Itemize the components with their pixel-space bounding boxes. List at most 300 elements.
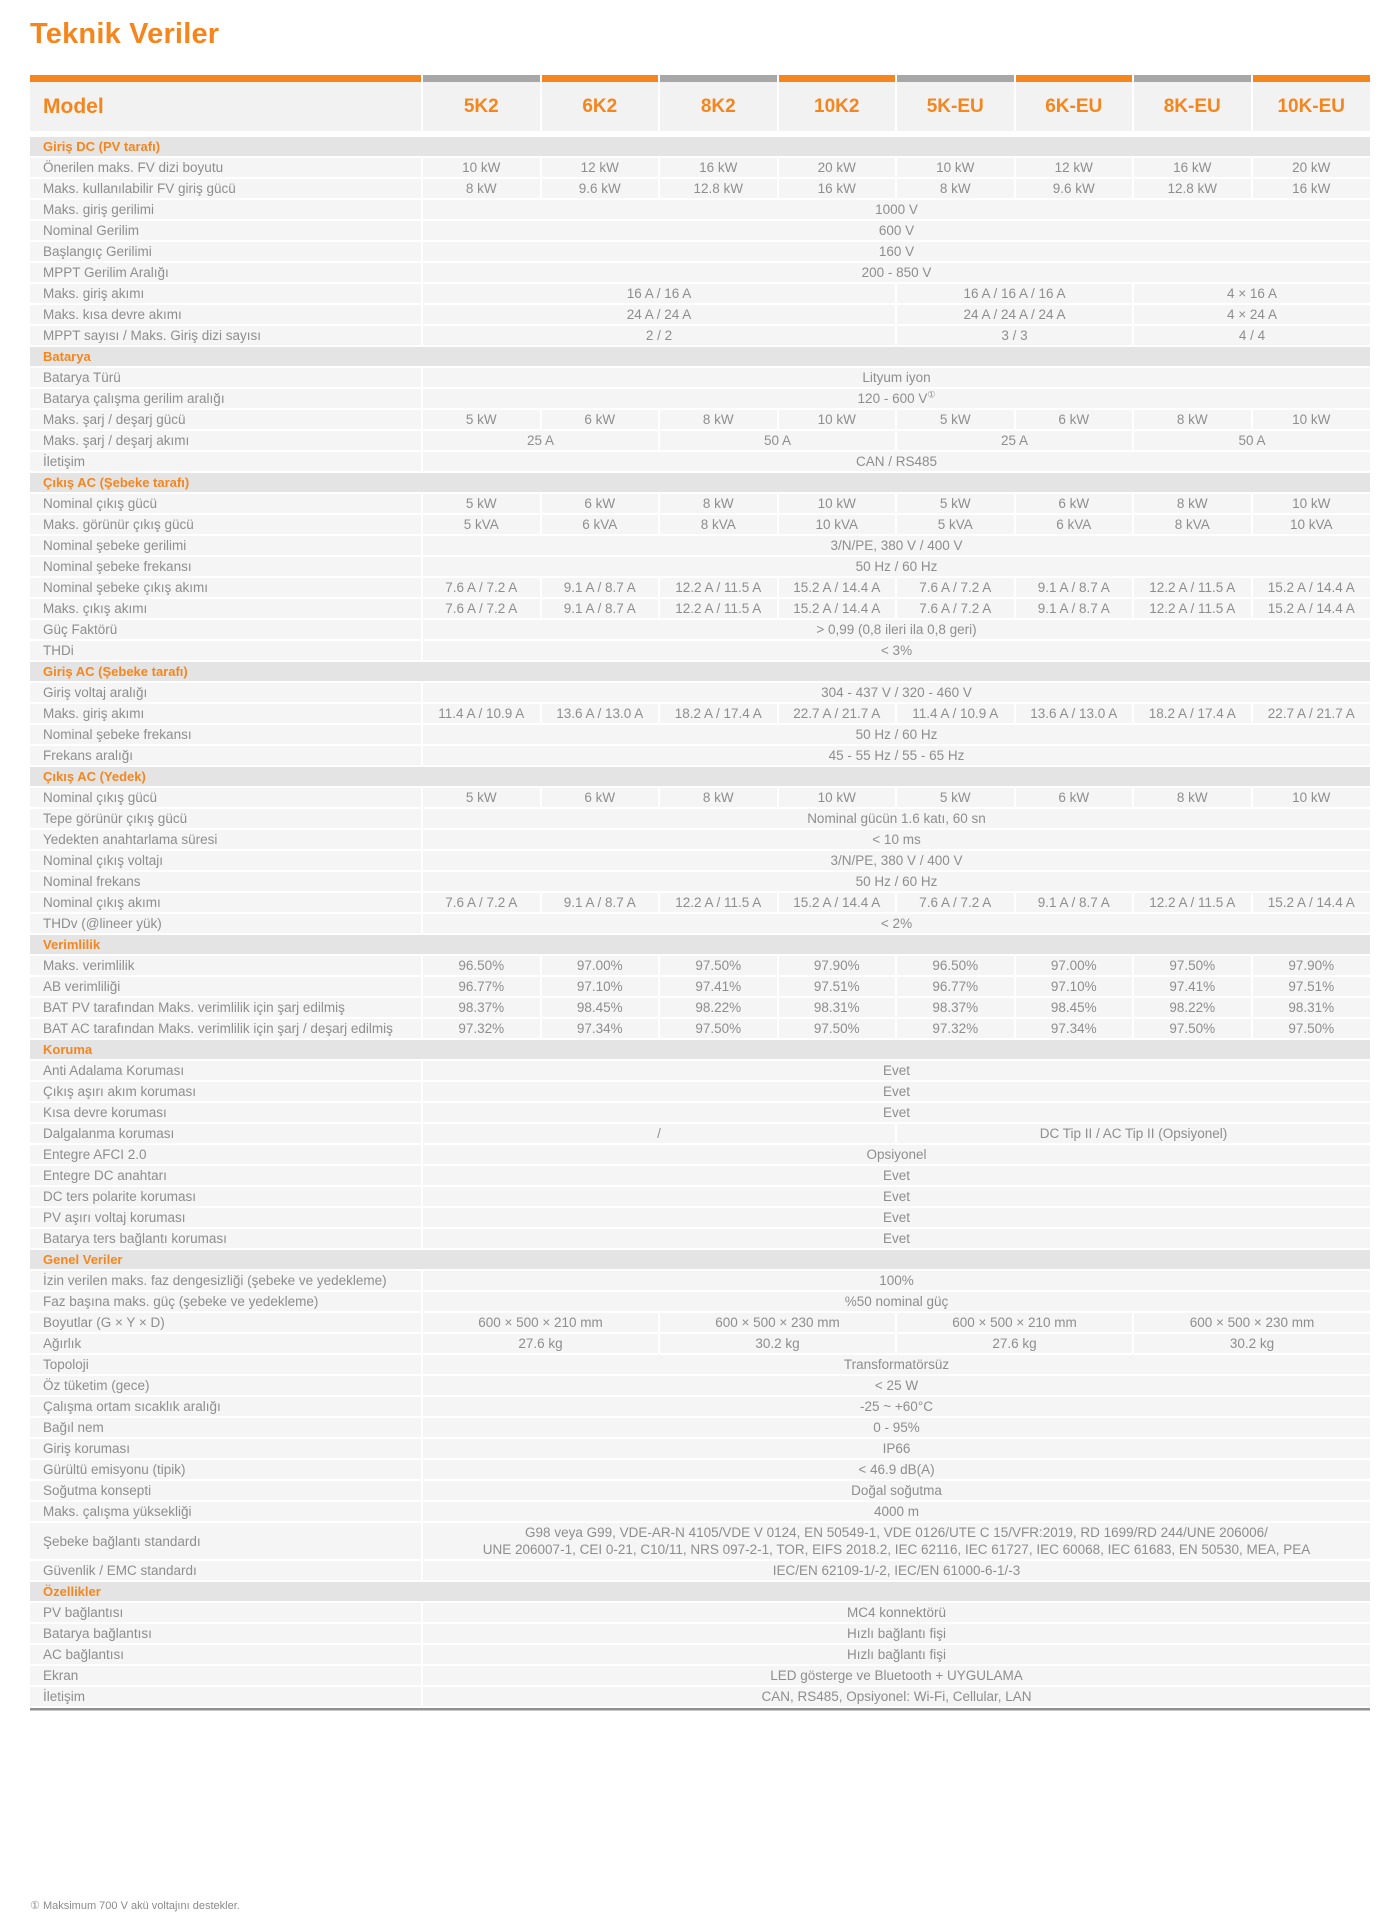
value-cell	[659, 703, 778, 724]
value-cell	[422, 1270, 1370, 1291]
value-cell	[422, 1060, 1370, 1081]
value-text: 15.2 A / 14.4 A	[793, 601, 881, 616]
value-cell	[778, 409, 897, 430]
value-cell	[422, 304, 896, 325]
value-cell	[422, 199, 1370, 220]
spec-row	[30, 1480, 1370, 1501]
value-cell	[422, 178, 541, 199]
value-cell	[541, 157, 660, 178]
value-cell	[422, 619, 1370, 640]
value-text: 97.00%	[1050, 958, 1097, 973]
value-cell	[541, 976, 660, 997]
value-cell	[1015, 493, 1134, 514]
value-cell	[1252, 598, 1371, 619]
value-cell	[659, 997, 778, 1018]
spec-row	[30, 1354, 1370, 1375]
page-title: Teknik Veriler	[30, 18, 220, 50]
spec-table	[30, 75, 1370, 1708]
row-label: Giriş koruması	[30, 1438, 422, 1459]
value-text: Opsiyonel	[866, 1147, 927, 1162]
value-text: IP66	[882, 1441, 911, 1456]
value-cell	[896, 325, 1133, 346]
value-text: 97.34%	[1050, 1021, 1097, 1036]
spec-row	[30, 1644, 1370, 1665]
value-cell	[422, 241, 1370, 262]
value-cell	[422, 556, 1370, 577]
spec-row	[30, 367, 1370, 388]
value-text: 16 kW	[817, 181, 856, 196]
spec-row	[30, 1207, 1370, 1228]
value-text: 98.37%	[932, 1000, 979, 1015]
value-cell	[659, 1018, 778, 1039]
value-cell	[896, 577, 1015, 598]
section-row	[30, 346, 1370, 367]
column-header-10K-EU: 10K-EU	[1252, 82, 1371, 134]
value-text: 10 kW	[817, 412, 856, 427]
value-cell	[1252, 577, 1371, 598]
value-cell	[778, 787, 897, 808]
value-cell	[1133, 325, 1370, 346]
value-cell	[422, 1312, 659, 1333]
value-text: 5 kW	[465, 412, 497, 427]
value-text: 1000 V	[875, 202, 918, 217]
value-text: IEC/EN 62109-1/-2, IEC/EN 61000-6-1/-3	[772, 1563, 1021, 1578]
value-cell	[896, 1333, 1133, 1354]
value-cell	[1252, 997, 1371, 1018]
spec-row	[30, 157, 1370, 178]
value-cell	[422, 1396, 1370, 1417]
spec-row	[30, 1417, 1370, 1438]
row-label: Maks. giriş akımı	[30, 703, 422, 724]
spec-row	[30, 1312, 1370, 1333]
value-cell	[1133, 577, 1252, 598]
value-text: 6 kW	[584, 412, 616, 427]
section-header: Çıkış AC (Şebeke tarafı)	[30, 472, 1370, 493]
value-text: 98.31%	[813, 1000, 860, 1015]
value-cell	[778, 997, 897, 1018]
value-text: 11.4 A / 10.9 A	[438, 706, 525, 721]
spec-row	[30, 1686, 1370, 1707]
spec-row	[30, 1560, 1370, 1581]
value-text: 98.22%	[1169, 1000, 1216, 1015]
value-cell	[422, 997, 541, 1018]
value-cell	[422, 367, 1370, 388]
spec-row	[30, 1459, 1370, 1480]
row-label: Güvenlik / EMC standardı	[30, 1560, 422, 1581]
value-text: 6 kW	[1058, 790, 1090, 805]
value-cell	[896, 787, 1015, 808]
row-label: Maks. şarj / deşarj gücü	[30, 409, 422, 430]
value-cell	[422, 1417, 1370, 1438]
spec-row	[30, 325, 1370, 346]
value-cell	[1015, 955, 1134, 976]
value-cell	[422, 1623, 1370, 1644]
spec-row	[30, 745, 1370, 766]
spec-row	[30, 871, 1370, 892]
value-cell	[422, 892, 541, 913]
spec-row	[30, 493, 1370, 514]
value-text: Evet	[882, 1084, 910, 1099]
spec-row	[30, 1144, 1370, 1165]
row-label: İletişim	[30, 451, 422, 472]
row-label: Maks. kısa devre akımı	[30, 304, 422, 325]
value-text: 6 kW	[584, 496, 616, 511]
value-cell	[422, 745, 1370, 766]
spec-row	[30, 535, 1370, 556]
value-text: 160 V	[878, 244, 915, 259]
value-cell	[541, 997, 660, 1018]
value-text: 8 kVA	[700, 517, 736, 532]
value-cell	[422, 577, 541, 598]
row-label: AB verimliliği	[30, 976, 422, 997]
row-label: Batarya Türü	[30, 367, 422, 388]
value-text: Evet	[882, 1105, 910, 1120]
row-label: Başlangıç Gerilimi	[30, 241, 422, 262]
value-cell	[541, 892, 660, 913]
value-cell	[541, 514, 660, 535]
value-cell	[422, 1207, 1370, 1228]
value-text: /	[657, 1126, 661, 1141]
row-label: Soğutma konsepti	[30, 1480, 422, 1501]
value-text: < 25 W	[874, 1378, 919, 1393]
spec-row	[30, 913, 1370, 934]
spec-row	[30, 430, 1370, 451]
row-label: Boyutlar (G × Y × D)	[30, 1312, 422, 1333]
spec-row	[30, 451, 1370, 472]
value-cell	[422, 1644, 1370, 1665]
value-cell	[422, 682, 1370, 703]
value-text: 97.34%	[576, 1021, 623, 1036]
value-text: 8 kW	[1176, 412, 1208, 427]
row-label: Şebeke bağlantı standardı	[30, 1522, 422, 1560]
value-text: 9.6 kW	[578, 181, 621, 196]
value-line: G98 veya G99, VDE-AR-N 4105/VDE V 0124, EN 50549-1, VDE 0126/UTE C 15/VFR:2019, RD 1699/RD 244/UNE 206006/	[525, 1525, 1268, 1540]
value-text: 6 kW	[584, 790, 616, 805]
value-cell	[1252, 892, 1371, 913]
row-label: AC bağlantısı	[30, 1644, 422, 1665]
value-text: 98.45%	[1050, 1000, 1097, 1015]
value-text: 16 A / 16 A	[626, 286, 692, 301]
value-text: 50 Hz / 60 Hz	[855, 559, 938, 574]
value-cell	[1133, 493, 1252, 514]
accent-bar-segment	[896, 75, 1015, 82]
value-text: 25 A	[1000, 433, 1029, 448]
value-text: 5 kVA	[937, 517, 973, 532]
accent-bar-segment	[778, 75, 897, 82]
value-text: 16 kW	[1292, 181, 1331, 196]
value-text: 30.2 kg	[755, 1336, 800, 1351]
value-cell	[541, 955, 660, 976]
value-text: 200 - 850 V	[861, 265, 932, 280]
value-text: Lityum iyon	[862, 370, 931, 385]
value-text: 600 × 500 × 210 mm	[952, 1315, 1077, 1330]
value-text: 7.6 A / 7.2 A	[919, 580, 992, 595]
row-label: Nominal şebeke frekansı	[30, 556, 422, 577]
value-cell	[1015, 703, 1134, 724]
value-text: 96.77%	[932, 979, 979, 994]
value-cell	[659, 1333, 896, 1354]
spec-row	[30, 1018, 1370, 1039]
row-label: PV bağlantısı	[30, 1602, 422, 1623]
spec-row	[30, 1081, 1370, 1102]
spec-row	[30, 640, 1370, 661]
value-cell	[778, 493, 897, 514]
value-text: Doğal soğutma	[851, 1483, 942, 1498]
row-label: Nominal çıkış gücü	[30, 493, 422, 514]
value-cell	[659, 577, 778, 598]
value-cell	[422, 1665, 1370, 1686]
value-text: 16 A / 16 A / 16 A	[963, 286, 1066, 301]
value-text: 15.2 A / 14.4 A	[1267, 895, 1355, 910]
value-cell	[422, 1354, 1370, 1375]
row-label: Giriş voltaj aralığı	[30, 682, 422, 703]
value-cell	[422, 1375, 1370, 1396]
value-text: 98.22%	[695, 1000, 742, 1015]
value-text: 97.50%	[695, 958, 742, 973]
row-label: Faz başına maks. güç (şebeke ve yedekleme)	[30, 1291, 422, 1312]
value-text: 97.50%	[695, 1021, 742, 1036]
row-label: Anti Adalama Koruması	[30, 1060, 422, 1081]
value-cell	[1252, 955, 1371, 976]
value-cell	[1133, 787, 1252, 808]
section-row	[30, 766, 1370, 787]
value-text: 9.1 A / 8.7 A	[563, 895, 636, 910]
value-text: 97.50%	[1169, 1021, 1216, 1036]
value-text: 27.6 kg	[992, 1336, 1037, 1351]
value-cell	[422, 430, 659, 451]
footnote-text: Maksimum 700 V akü voltajını destekler.	[42, 1900, 240, 1912]
value-cell	[896, 1312, 1133, 1333]
value-text: 97.32%	[932, 1021, 979, 1036]
value-cell	[422, 409, 541, 430]
value-cell	[422, 493, 541, 514]
footnote-ref: ①	[927, 389, 936, 400]
value-text: 6 kVA	[582, 517, 618, 532]
row-label: Maks. kullanılabilir FV giriş gücü	[30, 178, 422, 199]
spec-row	[30, 409, 1370, 430]
value-cell	[541, 409, 660, 430]
value-cell	[1015, 1018, 1134, 1039]
value-cell	[422, 220, 1370, 241]
value-text: 16 kW	[1173, 160, 1212, 175]
value-cell	[778, 976, 897, 997]
row-label: Frekans aralığı	[30, 745, 422, 766]
row-label: Güç Faktörü	[30, 619, 422, 640]
value-text: 97.50%	[1288, 1021, 1335, 1036]
spec-row	[30, 1665, 1370, 1686]
row-label: Batarya bağlantısı	[30, 1623, 422, 1644]
spec-row	[30, 283, 1370, 304]
value-cell	[1015, 577, 1134, 598]
value-text: 50 Hz / 60 Hz	[855, 874, 938, 889]
row-label: İletişim	[30, 1686, 422, 1707]
footnote	[30, 1899, 240, 1912]
value-cell	[1015, 787, 1134, 808]
value-text: 7.6 A / 7.2 A	[919, 895, 992, 910]
value-text: 8 kW	[939, 181, 971, 196]
row-label: Önerilen maks. FV dizi boyutu	[30, 157, 422, 178]
value-cell	[422, 157, 541, 178]
value-text: 600 × 500 × 230 mm	[1189, 1315, 1315, 1330]
section-header: Çıkış AC (Yedek)	[30, 766, 1370, 787]
value-cell	[778, 514, 897, 535]
row-label: Entegre DC anahtarı	[30, 1165, 422, 1186]
value-cell	[422, 1438, 1370, 1459]
accent-bar-segment	[1252, 75, 1371, 82]
row-label: Ağırlık	[30, 1333, 422, 1354]
row-label: Maks. görünür çıkış gücü	[30, 514, 422, 535]
spec-row	[30, 703, 1370, 724]
value-text: Evet	[882, 1210, 910, 1225]
value-cell	[1015, 892, 1134, 913]
value-cell	[659, 598, 778, 619]
column-header-8K-EU: 8K-EU	[1133, 82, 1252, 134]
value-cell	[541, 598, 660, 619]
value-text: 5 kW	[939, 496, 971, 511]
spec-row	[30, 808, 1370, 829]
section-header: Verimlilik	[30, 934, 1370, 955]
value-text: 96.77%	[458, 979, 505, 994]
row-label: Batarya ters bağlantı koruması	[30, 1228, 422, 1249]
section-header: Giriş DC (PV tarafı)	[30, 134, 1370, 157]
value-text: 7.6 A / 7.2 A	[445, 895, 518, 910]
header-row	[30, 82, 1370, 134]
value-text: 12.2 A / 11.5 A	[675, 580, 762, 595]
value-text: 304 - 437 V / 320 - 460 V	[821, 685, 972, 700]
value-text: Nominal gücün 1.6 katı, 60 sn	[807, 811, 986, 826]
value-text: 9.1 A / 8.7 A	[563, 580, 636, 595]
value-text: 5 kW	[939, 412, 971, 427]
value-text: 5 kW	[465, 496, 497, 511]
spec-row	[30, 388, 1370, 409]
value-text: 3 / 3	[1001, 328, 1028, 343]
row-label: Yedekten anahtarlama süresi	[30, 829, 422, 850]
value-text: Evet	[882, 1231, 910, 1246]
value-cell	[422, 1018, 541, 1039]
value-cell	[422, 598, 541, 619]
value-cell	[1252, 178, 1371, 199]
row-label: Maks. şarj / deşarj akımı	[30, 430, 422, 451]
value-cell	[1015, 976, 1134, 997]
value-text: 10 kVA	[815, 517, 859, 532]
row-label: DC ters polarite koruması	[30, 1186, 422, 1207]
spec-row	[30, 619, 1370, 640]
row-label: Nominal çıkış akımı	[30, 892, 422, 913]
value-text: 18.2 A / 17.4 A	[674, 706, 762, 721]
value-text: 30.2 kg	[1229, 1336, 1275, 1351]
spec-row	[30, 556, 1370, 577]
value-cell	[896, 598, 1015, 619]
value-cell	[659, 493, 778, 514]
section-header: Giriş AC (Şebeke tarafı)	[30, 661, 1370, 682]
value-cell	[778, 892, 897, 913]
value-text: 9.1 A / 8.7 A	[1037, 601, 1110, 616]
value-text: Hızlı bağlantı fişi	[846, 1647, 947, 1662]
value-text: 97.90%	[813, 958, 860, 973]
column-header-5K-EU: 5K-EU	[896, 82, 1015, 134]
spec-row	[30, 787, 1370, 808]
row-label: Maks. giriş gerilimi	[30, 199, 422, 220]
value-cell	[778, 157, 897, 178]
value-cell	[422, 1291, 1370, 1312]
spec-row	[30, 1123, 1370, 1144]
table-bottom-rule	[30, 1708, 1370, 1711]
value-cell	[422, 451, 1370, 472]
spec-table-head	[30, 75, 1370, 134]
value-cell	[1133, 976, 1252, 997]
spec-row	[30, 1396, 1370, 1417]
value-text: 3/N/PE, 380 V / 400 V	[830, 853, 963, 868]
value-cell	[1252, 703, 1371, 724]
value-cell	[422, 514, 541, 535]
spec-row	[30, 850, 1370, 871]
value-cell	[1015, 178, 1134, 199]
value-cell	[1015, 409, 1134, 430]
value-text: 15.2 A / 14.4 A	[793, 895, 881, 910]
spec-row	[30, 1060, 1370, 1081]
value-text: 22.7 A / 21.7 A	[793, 706, 881, 721]
value-text: < 2%	[880, 916, 913, 931]
value-text: 10 kW	[1292, 496, 1331, 511]
value-text: 97.41%	[1169, 979, 1216, 994]
value-text: 50 A	[763, 433, 792, 448]
value-cell	[1133, 1312, 1370, 1333]
value-cell	[1015, 598, 1134, 619]
row-label: Gürültü emisyonu (tipik)	[30, 1459, 422, 1480]
value-text: 4 × 24 A	[1227, 307, 1277, 322]
value-cell	[422, 1459, 1370, 1480]
value-cell	[896, 178, 1015, 199]
section-row	[30, 1039, 1370, 1060]
value-cell	[659, 409, 778, 430]
value-text: 97.51%	[813, 979, 860, 994]
section-header: Koruma	[30, 1039, 1370, 1060]
value-cell	[896, 157, 1015, 178]
row-label: Maks. verimlilik	[30, 955, 422, 976]
value-text: 98.31%	[1288, 1000, 1335, 1015]
column-header-6K-EU: 6K-EU	[1015, 82, 1134, 134]
value-cell	[1252, 493, 1371, 514]
value-cell	[659, 430, 896, 451]
value-text: > 0,99 (0,8 ileri ila 0,8 geri)	[816, 622, 977, 637]
value-cell	[1252, 409, 1371, 430]
value-text: 12 kW	[580, 160, 619, 175]
value-cell	[1133, 703, 1252, 724]
value-text: 18.2 A / 17.4 A	[1148, 706, 1236, 721]
value-cell	[778, 955, 897, 976]
spec-row	[30, 1102, 1370, 1123]
spec-row	[30, 1522, 1370, 1560]
value-cell	[422, 850, 1370, 871]
value-cell	[422, 1480, 1370, 1501]
value-text: 12.2 A / 11.5 A	[675, 601, 762, 616]
value-cell	[896, 493, 1015, 514]
row-label: Nominal şebeke frekansı	[30, 724, 422, 745]
value-text: 20 kW	[817, 160, 856, 175]
value-text: 9.6 kW	[1052, 181, 1095, 196]
value-cell	[422, 808, 1370, 829]
value-text: 10 kW	[817, 496, 856, 511]
value-text: 97.90%	[1288, 958, 1335, 973]
value-cell	[1252, 157, 1371, 178]
row-label: Nominal çıkış voltajı	[30, 850, 422, 871]
value-cell	[896, 409, 1015, 430]
row-label: Maks. giriş akımı	[30, 283, 422, 304]
value-text: 97.00%	[576, 958, 623, 973]
value-cell	[422, 1228, 1370, 1249]
value-cell	[541, 577, 660, 598]
spec-row	[30, 199, 1370, 220]
